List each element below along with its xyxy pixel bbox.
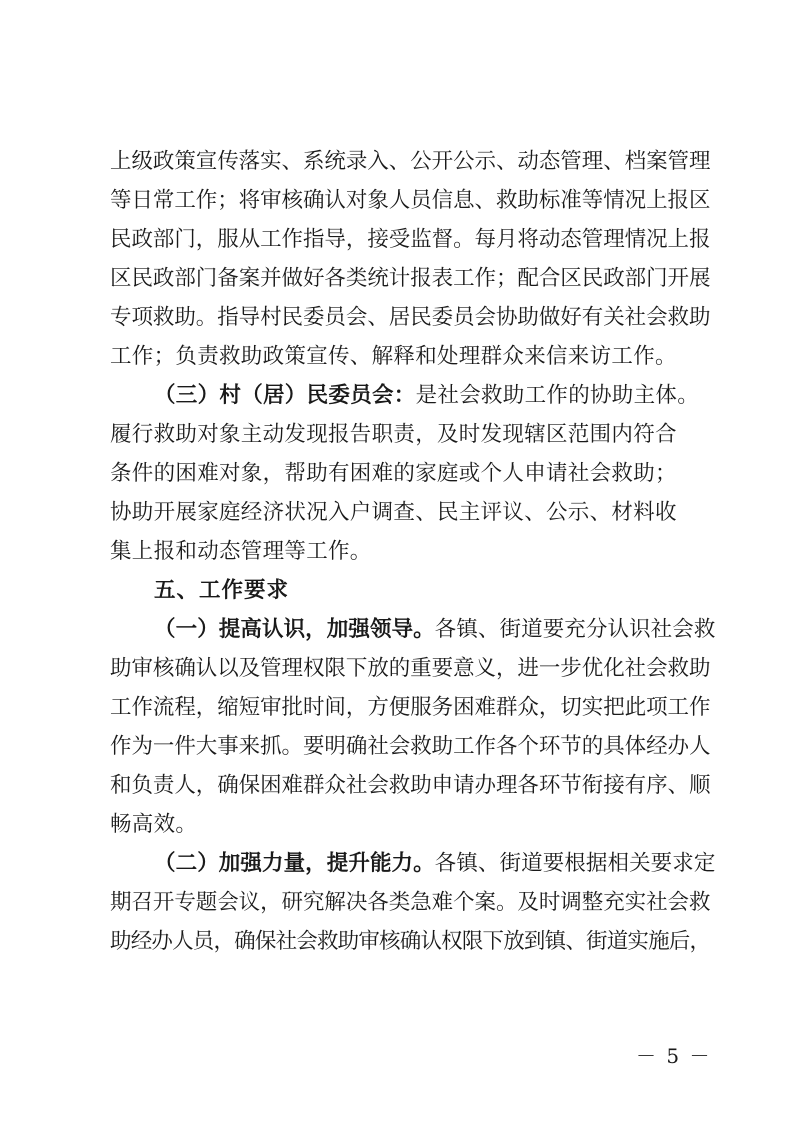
paragraph-first-line [154,847,714,881]
paragraph-label: （三）村（居）民委员会： [154,383,416,408]
page-number: － 5 － [636,1044,712,1068]
section-heading: 五、工作要求 [154,578,290,603]
text-line: 区民政部门备案并做好各类统计报表工作；配合区民政部门开展 [110,266,711,291]
text-line: 集上报和动态管理等工作。 [110,539,372,564]
text-line: 作为一件大事来抓。要明确社会救助工作各个环节的具体经办人 [110,734,711,759]
text-line: 工作；负责救助政策宣传、解释和处理群众来信来访工作。 [110,344,677,369]
text-line: 专项救助。指导村民委员会、居民委员会协助做好有关社会救助 [110,305,711,330]
paragraph-text: 是社会救助工作的协助主体。 [415,383,700,408]
text-line: 履行救助对象主动发现报告职责，及时发现辖区范围内符合 [110,422,677,447]
paragraph-label: （一）提高认识，加强领导。 [154,617,435,642]
text-line: 工作流程，缩短审批时间，方便服务困难群众，切实把此项工作 [110,695,711,720]
text-line: 民政部门，服从工作指导，接受监督。每月将动态管理情况上报 [110,227,711,252]
text-line: 等日常工作；将审核确认对象人员信息、救助标准等情况上报区 [110,188,711,213]
paragraph-first-line [154,613,714,647]
paragraph-first-line [154,379,714,413]
text-line: 助经办人员，确保社会救助审核确认权限下放到镇、街道实施后， [110,929,711,954]
text-line: 条件的困难对象，帮助有困难的家庭或个人申请社会救助； [110,461,677,486]
text-line: 和负责人，确保困难群众社会救助申请办理各环节衔接有序、顺 [110,773,711,798]
paragraph-text: 各镇、街道要充分认识社会救 [434,617,716,642]
text-line: 协助开展家庭经济状况入户调查、民主评议、公示、材料收 [110,500,677,525]
text-line: 期召开专题会议，研究解决各类急难个案。及时调整充实社会救 [110,890,711,915]
paragraph-text: 各镇、街道要根据相关要求定 [434,851,716,876]
paragraph-label: （二）加强力量，提升能力。 [154,851,435,876]
text-line: 畅高效。 [110,812,198,837]
text-line: 助审核确认以及管理权限下放的重要意义，进一步优化社会救助 [110,656,711,681]
text-line: 上级政策宣传落实、系统录入、公开公示、动态管理、档案管理 [110,149,711,174]
